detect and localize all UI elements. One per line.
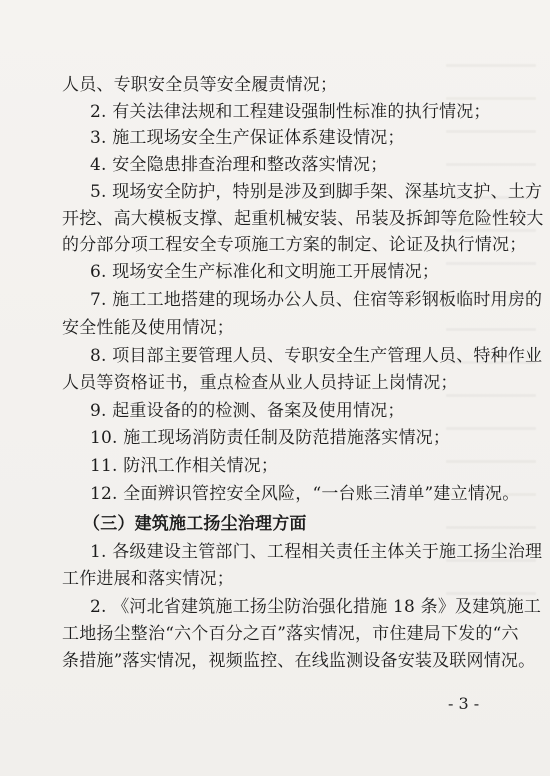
text-line-14: 10. 施工现场消防责任制及防范措施落实情况； bbox=[90, 428, 451, 448]
text-line-4: 4. 安全隐患排查治理和整改落实情况； bbox=[90, 155, 388, 175]
text-line-19: 工作进展和落实情况； bbox=[62, 569, 234, 589]
text-line-8: 6. 现场安全生产标准化和文明施工开展情况； bbox=[90, 262, 440, 282]
text-line-5: 5. 现场安全防护，特别是涉及到脚手架、深基坑支护、土方 bbox=[90, 182, 543, 202]
text-line-13: 9. 起重设备的的检测、备案及使用情况； bbox=[90, 401, 405, 421]
text-line-2: 2. 有关法律法规和工程建设强制性标准的执行情况； bbox=[90, 102, 491, 122]
text-line-20: 2. 《河北省建筑施工扬尘防治强化措施 18 条》及建筑施工 bbox=[90, 597, 542, 617]
text-line-10: 安全性能及使用情况； bbox=[62, 318, 234, 338]
text-line-3: 3. 施工现场安全生产保证体系建设情况； bbox=[90, 128, 405, 148]
text-line-9: 7. 施工工地搭建的现场办公人员、住宿等彩钢板临时用房的 bbox=[90, 290, 543, 310]
text-line-1: 人员、专职安全员等安全履责情况； bbox=[62, 75, 338, 95]
page-number: - 3 - bbox=[448, 694, 480, 713]
text-line-21: 工地扬尘整治“六个百分之百”落实情况，市住建局下发的“六 bbox=[62, 624, 519, 644]
text-line-7: 的分部分项工程安全专项施工方案的制定、论证及执行情况； bbox=[62, 235, 527, 255]
text-line-12: 人员等资格证书，重点检查从业人员持证上岗情况； bbox=[62, 373, 458, 393]
text-line-6: 开挖、高大模板支撑、起重机械安装、吊装及拆卸等危险性较大 bbox=[62, 209, 544, 229]
text-line-16: 12. 全面辨识管控安全风险，“一台账三清单”建立情况。 bbox=[90, 484, 520, 504]
section-heading: （三）建筑施工扬尘治理方面 bbox=[83, 514, 307, 534]
text-line-22: 条措施”落实情况，视频监控、在线监测设备安装及联网情况。 bbox=[62, 651, 536, 671]
text-line-18: 1. 各级建设主管部门、工程相关责任主体关于施工扬尘治理 bbox=[90, 542, 543, 562]
text-line-11: 8. 项目部主要管理人员、专职安全生产管理人员、特种作业 bbox=[90, 346, 543, 366]
text-line-15: 11. 防汛工作相关情况； bbox=[90, 456, 279, 476]
